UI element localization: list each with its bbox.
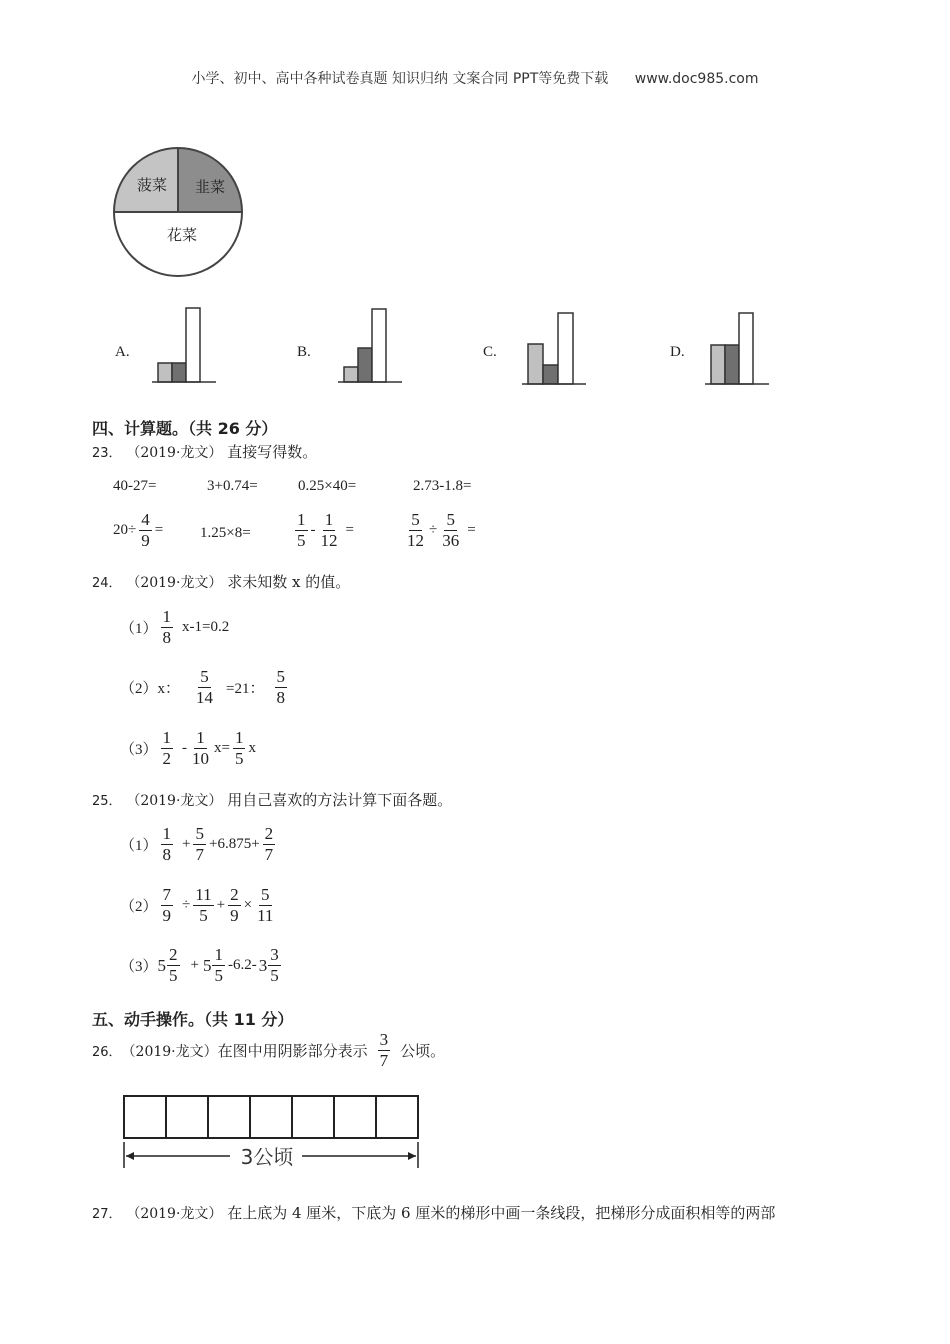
option-a-bars[interactable]: [150, 303, 220, 385]
fraction: [233, 728, 246, 769]
fraction: [263, 824, 276, 865]
header-text: 小学、初中、高中各种试卷真题 知识归纳 文案合同 PPT等免费下载: [191, 71, 609, 87]
numerator: 5: [195, 824, 204, 843]
question-26-number: 26．: [92, 1045, 122, 1060]
q25-part-3: [120, 945, 284, 986]
part-label: （2）: [120, 899, 158, 915]
denominator: 5: [199, 906, 208, 925]
pie-slice-cauliflower: [114, 212, 242, 276]
q24-part-1: [120, 607, 229, 648]
denominator: 9: [141, 531, 150, 550]
question-25: [92, 789, 452, 810]
denominator: 12: [407, 531, 424, 550]
numerator: 1: [324, 510, 334, 529]
denominator: 8: [276, 688, 285, 707]
fraction: [228, 885, 241, 926]
part-label: （2）: [120, 681, 158, 697]
fraction: [161, 607, 174, 648]
q23-item-5-prefix: 20÷: [113, 522, 137, 538]
equals-sign: =: [467, 522, 476, 538]
denominator: 8: [162, 845, 172, 864]
arrow-left-icon: [126, 1152, 134, 1160]
denominator: 10: [192, 749, 210, 768]
question-25-text: 用自己喜欢的方法计算下面各题。: [227, 791, 453, 809]
fraction: [193, 885, 213, 926]
numerator: 11: [195, 885, 212, 904]
equation-text: x: [248, 740, 256, 756]
denominator: 12: [320, 531, 338, 550]
denominator: 7: [264, 845, 274, 864]
option-a-bar-spinach: [158, 363, 172, 382]
arrow-right-icon: [408, 1152, 416, 1160]
equals-sign: =: [154, 522, 164, 538]
question-26-source: （2019·龙文）: [121, 1043, 218, 1060]
question-25-source: （2019·龙文）: [126, 793, 223, 809]
numerator: 1: [234, 728, 244, 747]
q24-part-2: [120, 667, 290, 708]
fraction: [194, 667, 215, 708]
denominator: 5: [270, 966, 279, 985]
page-header: [0, 68, 950, 88]
operator: +: [216, 897, 226, 913]
numerator: 1: [162, 824, 172, 843]
option-b-bar-spinach: [344, 367, 358, 382]
operator: ×: [243, 897, 253, 913]
equation-text: x-1=0.2: [182, 619, 230, 635]
numerator: 3: [270, 945, 279, 964]
q23-item-1: 40-27=: [113, 478, 157, 494]
equation-text: -6.2-: [227, 957, 257, 973]
fraction: [190, 728, 211, 769]
fraction: [378, 1030, 391, 1071]
hectare-grid[interactable]: [118, 1090, 428, 1170]
fraction: [268, 945, 281, 986]
option-d-bars[interactable]: [703, 310, 773, 390]
q24-part-3: [120, 728, 256, 769]
numerator: 2: [169, 945, 178, 964]
whole-number: 5: [157, 955, 167, 975]
operator: ÷: [182, 897, 191, 913]
part-label: （1）: [120, 621, 158, 637]
numerator: 1: [214, 945, 223, 964]
fraction: [275, 667, 288, 708]
numerator: 2: [264, 824, 274, 843]
operator: -: [182, 740, 188, 756]
q23-item-6: 1.25×8=: [200, 525, 251, 541]
fraction: [193, 824, 206, 865]
option-b-label[interactable]: B.: [297, 344, 311, 360]
part-label: （3）: [120, 742, 158, 758]
fraction: [405, 510, 426, 551]
numerator: 5: [200, 667, 209, 686]
pie-chart: [110, 140, 255, 280]
whole-number: 5: [202, 955, 212, 975]
question-25-number: 25．: [92, 794, 122, 809]
equation-text: x=: [214, 740, 230, 756]
question-23-number: 23．: [92, 446, 122, 461]
equation-text: =21：: [226, 681, 265, 697]
dimension-label: 3公顷: [240, 1145, 294, 1169]
q23-item-4: 2.73-1.8=: [413, 478, 472, 494]
question-27-source: （2019·龙文）: [126, 1206, 223, 1222]
part-label: （1）: [120, 838, 158, 854]
question-27-number: 27．: [92, 1207, 122, 1222]
option-d-bar-cauliflower: [739, 313, 753, 384]
whole-number: 3: [258, 955, 268, 975]
fraction: [161, 824, 174, 865]
fraction: [167, 945, 180, 986]
equation-text: x：: [157, 681, 181, 697]
denominator: 9: [230, 906, 239, 925]
q23-item-7: [292, 510, 354, 551]
numerator: 5: [276, 667, 285, 686]
question-24-number: 24．: [92, 576, 122, 591]
fraction: [255, 885, 275, 926]
numerator: 4: [141, 510, 150, 529]
header-site: www.doc985.com: [634, 71, 759, 87]
question-23: [92, 441, 317, 462]
pie-label-cauliflower: 花菜: [166, 226, 198, 244]
option-d-label[interactable]: D.: [670, 344, 685, 360]
denominator: 5: [169, 966, 178, 985]
option-c-bar-chives: [543, 365, 558, 384]
numerator: 5: [261, 885, 270, 904]
option-c-bar-cauliflower: [558, 313, 573, 384]
option-b-bar-cauliflower: [372, 309, 386, 382]
denominator: 8: [162, 628, 172, 647]
option-a-label[interactable]: A.: [115, 344, 130, 360]
fraction: [440, 510, 461, 551]
option-d-bar-chives: [725, 345, 739, 384]
option-a-bar-cauliflower: [186, 308, 200, 382]
numerator: 2: [230, 885, 239, 904]
grid-outline: [124, 1096, 418, 1138]
question-23-text: 直接写得数。: [227, 443, 318, 461]
pie-label-chives: 韭菜: [194, 178, 226, 196]
numerator: 1: [196, 728, 205, 747]
option-d-bar-spinach: [711, 345, 725, 384]
denominator: 7: [379, 1051, 389, 1070]
section-4-title: 四、计算题。（共 26 分）: [92, 419, 278, 438]
fraction: [295, 510, 308, 551]
numerator: 5: [446, 510, 455, 529]
operator: +: [190, 957, 199, 973]
q25-part-2: [120, 885, 278, 926]
option-c-bars[interactable]: [520, 310, 590, 390]
option-b-bars[interactable]: [338, 303, 408, 385]
denominator: 5: [297, 531, 306, 550]
fraction: [161, 728, 174, 769]
question-24-text: 求未知数 x 的值。: [227, 573, 351, 591]
denominator: 9: [162, 906, 172, 925]
section-5-title: 五、动手操作。（共 11 分）: [92, 1010, 294, 1029]
denominator: 2: [162, 749, 172, 768]
fraction: [212, 945, 225, 986]
option-c-bar-spinach: [528, 344, 543, 384]
denominator: 5: [234, 749, 244, 768]
operator: ÷: [429, 522, 438, 538]
pie-label-spinach: 菠菜: [136, 176, 168, 194]
q23-item-8: [402, 510, 476, 551]
denominator: 11: [257, 906, 274, 925]
fraction: [161, 885, 174, 926]
denominator: 5: [214, 966, 223, 985]
option-c-label[interactable]: C.: [483, 344, 497, 360]
operator: -: [310, 522, 316, 538]
numerator: 5: [411, 510, 420, 529]
numerator: 1: [162, 728, 172, 747]
question-26-text: 在图中用阴影部分表示: [217, 1042, 368, 1060]
question-27: [92, 1202, 775, 1223]
question-24: [92, 571, 350, 592]
fraction: [319, 510, 340, 551]
numerator: 3: [379, 1030, 389, 1049]
question-26: [92, 1030, 445, 1071]
denominator: 36: [442, 531, 460, 550]
numerator: 7: [162, 885, 172, 904]
q23-item-2: 3+0.74=: [207, 478, 258, 494]
question-26-text-2: 公顷。: [400, 1042, 446, 1060]
fraction: [139, 510, 152, 551]
q25-part-1: [120, 824, 278, 865]
equation-text: +6.875+: [208, 836, 260, 852]
numerator: 1: [297, 510, 306, 529]
equals-sign: =: [345, 522, 354, 538]
operator: +: [182, 836, 191, 852]
question-27-text: 在上底为 4 厘米，下底为 6 厘米的梯形中画一条线段，把梯形分成面积相等的两部: [227, 1204, 776, 1222]
denominator: 7: [195, 845, 204, 864]
question-23-source: （2019·龙文）: [126, 445, 223, 461]
option-a-bar-chives: [172, 363, 186, 382]
denominator: 14: [196, 688, 214, 707]
part-label: （3）: [120, 959, 158, 975]
q23-item-3: 0.25×40=: [298, 478, 357, 494]
option-b-bar-chives: [358, 348, 372, 382]
q23-item-5: [113, 510, 163, 551]
numerator: 1: [162, 607, 172, 626]
question-24-source: （2019·龙文）: [126, 575, 223, 591]
